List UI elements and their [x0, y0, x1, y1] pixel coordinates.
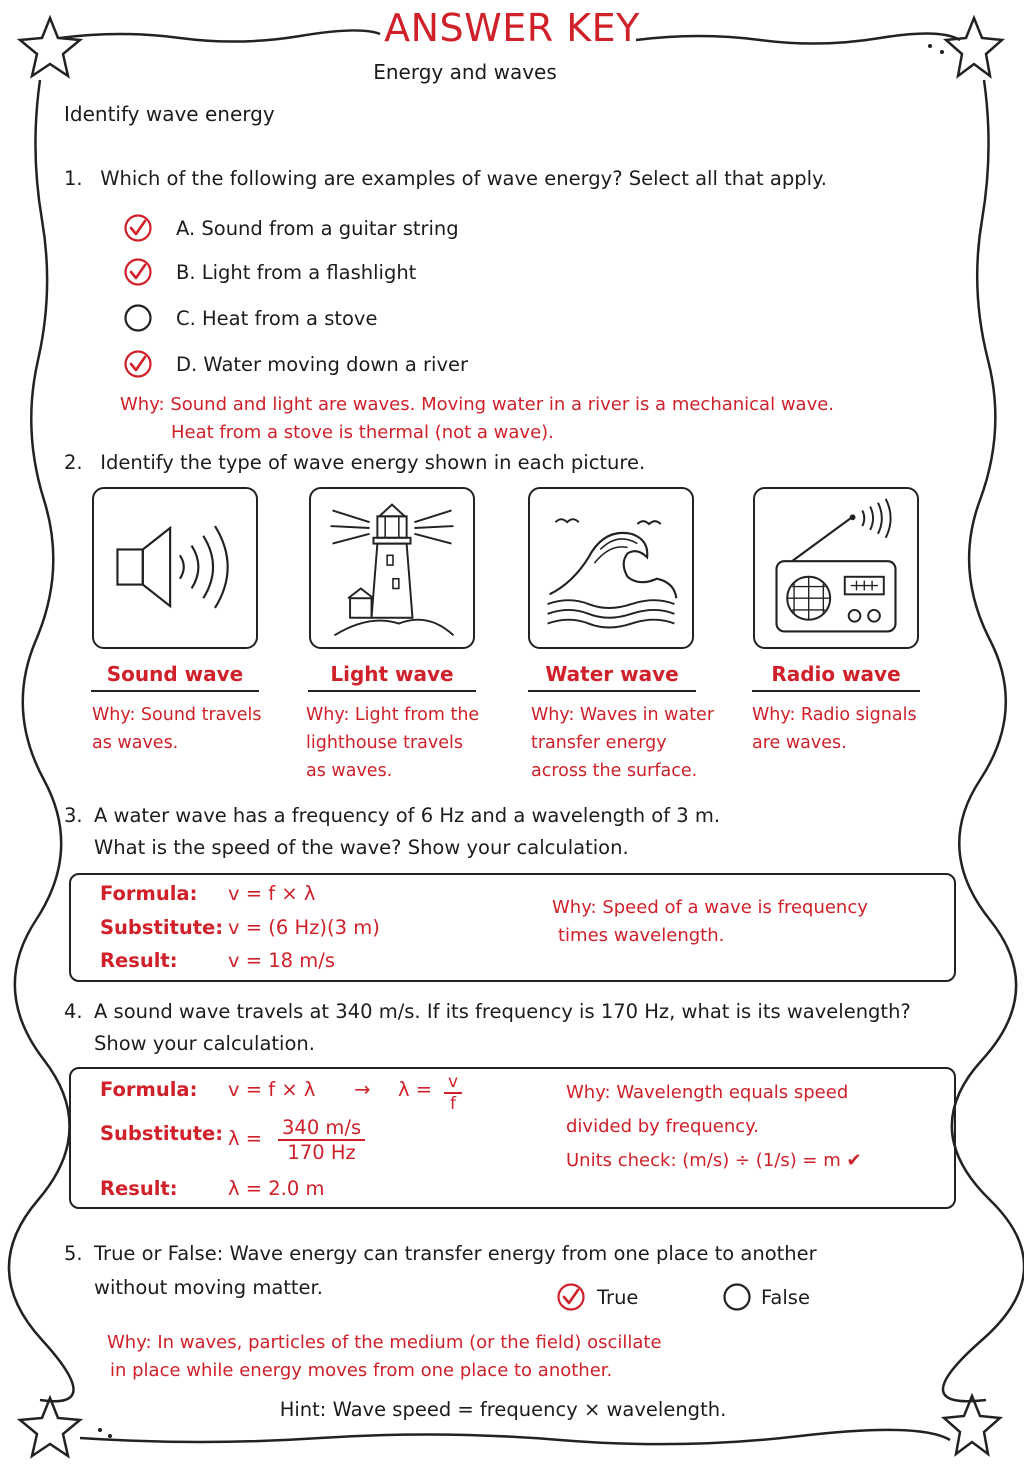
explanation-line: transfer energy [531, 733, 667, 753]
question-text-line-1: True or False: Wave energy can transfer energy from one place to another [94, 1242, 817, 1265]
option-c[interactable] [124, 302, 377, 334]
formula-label: Formula: [100, 882, 198, 905]
question-text-line-1: A water wave has a frequency of 6 Hz and a wavelength of 3 m. [94, 804, 721, 827]
question-number: 5. [64, 1242, 83, 1265]
question-1 [64, 163, 827, 195]
q5-explanation-line-1: Why: In waves, particles of the medium (or the field) oscillate [107, 1332, 662, 1353]
radio-icon [755, 489, 917, 647]
q4-explanation-line-2: divided by frequency. [566, 1116, 759, 1137]
v-over-f-fraction [444, 1072, 462, 1114]
checked-circle-icon[interactable] [124, 350, 152, 378]
empty-circle-icon[interactable] [723, 1283, 751, 1311]
checked-circle-icon[interactable] [124, 214, 152, 242]
question-5 [64, 1237, 817, 1305]
fraction-denominator: f [450, 1094, 457, 1114]
answer-label-light: Light wave [308, 662, 476, 692]
question-2 [64, 447, 645, 479]
explanation-line: Why: Light from the [306, 705, 480, 725]
question-3 [64, 800, 720, 864]
question-text-line-2: What is the speed of the wave? Show your calculation. [94, 836, 629, 859]
speed-over-frequency-fraction [278, 1116, 365, 1164]
substitute-label: Substitute: [100, 1122, 224, 1145]
explanation-line: as waves. [92, 733, 179, 753]
option-a[interactable] [124, 212, 459, 244]
explanation-line: are waves. [752, 733, 847, 753]
ocean-wave-icon [530, 489, 692, 647]
q5-explanation-line-2: in place while energy moves from one place to another. [110, 1360, 613, 1381]
units-check: Units check: (m/s) ÷ (1/s) = m ✔ [566, 1150, 862, 1171]
picture-explanation-sound [92, 701, 282, 757]
q3-explanation-line-2: times wavelength. [558, 925, 725, 946]
formula-label: Formula: [100, 1078, 198, 1101]
picture-explanation-light [306, 701, 496, 785]
arrow-icon: → [354, 1078, 371, 1101]
result-label: Result: [100, 949, 178, 972]
explanation-line: lighthouse travels [306, 733, 464, 753]
picture-explanation-water [531, 701, 721, 785]
substitute-label: Substitute: [100, 916, 224, 939]
question-number: 1. [64, 167, 83, 190]
option-d[interactable] [124, 348, 468, 380]
false-label: False [761, 1285, 810, 1309]
section-title: Identify wave energy [64, 102, 275, 126]
formula-value: v = f × λ [228, 882, 316, 905]
question-4 [64, 996, 911, 1060]
answer-label-water: Water wave [528, 662, 696, 692]
q4-explanation-line-1: Why: Wavelength equals speed [566, 1082, 849, 1103]
option-label: D. Water moving down a river [176, 352, 469, 376]
option-label: B. Light from a flashlight [176, 260, 417, 284]
question-number: 2. [64, 451, 83, 474]
lambda-equals: λ = [398, 1078, 433, 1101]
lighthouse-icon [311, 489, 473, 647]
true-label: True [597, 1285, 639, 1309]
explanation-line: across the surface. [531, 761, 698, 781]
fraction-numerator: v [444, 1072, 462, 1094]
true-option[interactable] [557, 1281, 638, 1313]
checked-circle-icon[interactable] [124, 258, 152, 286]
question-text-line-2: Show your calculation. [94, 1032, 315, 1055]
q1-explanation-line-1: Why: Sound and light are waves. Moving water in a river is a mechanical wave. [120, 394, 835, 415]
question-text: Which of the following are examples of wave energy? Select all that apply. [100, 167, 827, 190]
answer-label-radio: Radio wave [752, 662, 920, 692]
lambda-equals: λ = [228, 1127, 263, 1150]
question-text-line-2: without moving matter. [94, 1276, 323, 1299]
checked-circle-icon[interactable] [557, 1283, 585, 1311]
result-value: λ = 2.0 m [228, 1177, 325, 1200]
question-text: Identify the type of wave energy shown in each picture. [100, 451, 646, 474]
hint-text: Hint: Wave speed = frequency × wavelength. [279, 1398, 727, 1421]
question-text-line-1: A sound wave travels at 340 m/s. If its frequency is 170 Hz, what is its wavelength? [94, 1000, 911, 1023]
picture-radio [753, 487, 919, 649]
result-label: Result: [100, 1177, 178, 1200]
fraction-numerator: 340 m/s [278, 1116, 365, 1141]
result-value: v = 18 m/s [228, 949, 336, 972]
question-number: 3. [64, 804, 83, 827]
fraction-denominator: 170 Hz [287, 1141, 356, 1164]
picture-explanation-radio [752, 701, 942, 757]
option-label: A. Sound from a guitar string [176, 216, 459, 240]
q1-explanation-line-2: Heat from a stove is thermal (not a wave). [171, 422, 554, 443]
picture-ocean-wave [528, 487, 694, 649]
page-subtitle: Energy and waves [373, 60, 557, 84]
formula-value: v = f × λ [228, 1078, 316, 1101]
option-b[interactable] [124, 256, 416, 288]
explanation-line: Why: Sound travels [92, 705, 262, 725]
page-title: ANSWER KEY [384, 6, 640, 50]
picture-lighthouse [309, 487, 475, 649]
substitute-value: v = (6 Hz)(3 m) [228, 916, 380, 939]
answer-label-sound: Sound wave [91, 662, 259, 692]
explanation-line: Why: Radio signals [752, 705, 917, 725]
question-number: 4. [64, 1000, 83, 1023]
explanation-line: as waves. [306, 761, 393, 781]
q3-explanation-line-1: Why: Speed of a wave is frequency [552, 897, 868, 918]
false-option[interactable] [723, 1281, 810, 1313]
explanation-line: Why: Waves in water [531, 705, 715, 725]
picture-speaker [92, 487, 258, 649]
empty-circle-icon[interactable] [124, 304, 152, 332]
speaker-icon [94, 489, 256, 647]
option-label: C. Heat from a stove [176, 306, 378, 330]
